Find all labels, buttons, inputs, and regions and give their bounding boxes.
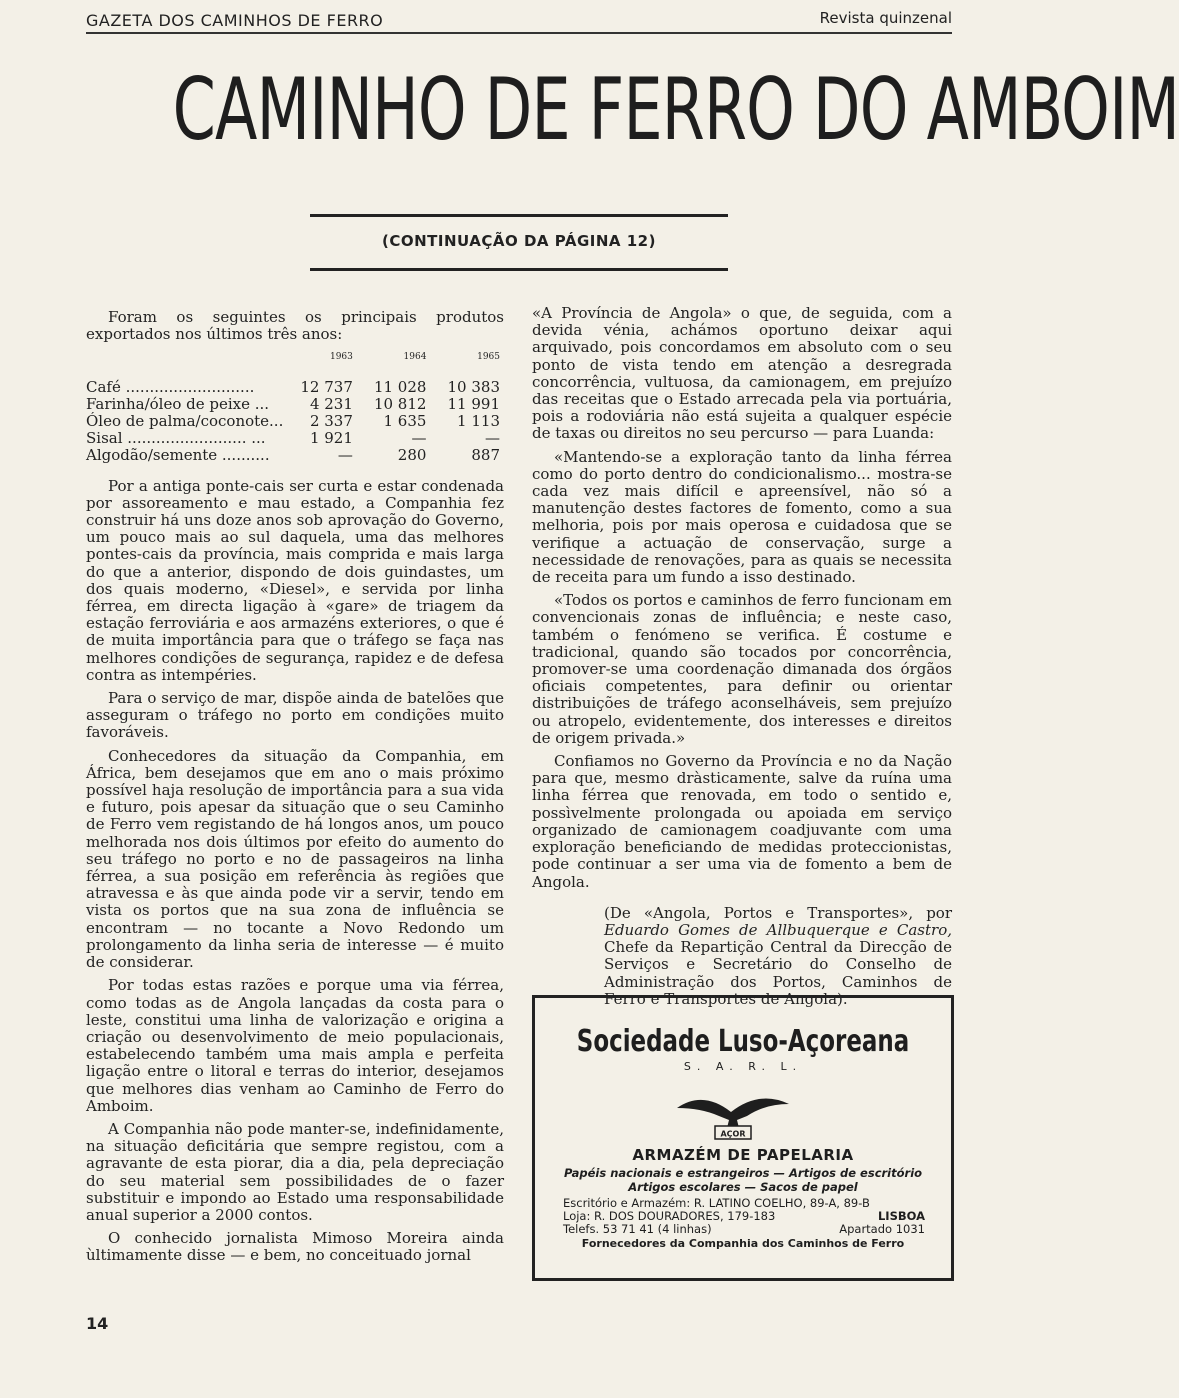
table-header-row [86,349,504,378]
export-value: 2 337 [309,411,353,430]
left-column [86,309,504,1271]
product-name: Farinha/óleo de peixe ... [86,394,270,413]
running-header [86,8,952,34]
article-title: CAMINHO DE FERRO DO AMBOIM [172,60,1179,160]
product-name: Óleo de palma/coconote... [86,411,284,430]
ad-shop-row [563,1209,925,1223]
table-row [86,413,504,430]
export-value: — [411,428,427,447]
export-value: 1 921 [309,428,353,447]
body-paragraph: O conhecido jornalista Mimoso Moreira ainda ùltimamente disse — e bem, no conceituado jornal [86,1229,504,1265]
year-header: 1964 [403,352,427,363]
product-name: Algodão/semente .......... [86,445,270,464]
ad-shop-address: Loja: R. DOS DOURADORES, 179-183 [563,1209,776,1223]
journal-frequency: Revista quinzenal [819,9,952,27]
ad-office-address: Escritório e Armazém: R. LATINO COELHO, 89-A, 89-B [563,1196,870,1210]
export-value: 4 231 [309,394,353,413]
ad-footer: Fornecedores da Companhia dos Caminhos de Ferro [581,1237,905,1250]
source-citation-pre: (De «Angola, Portos e Transportes», por [604,903,952,922]
export-value: 12 737 [300,377,353,396]
export-value: 11 028 [373,377,427,396]
year-header: 1963 [329,352,353,363]
title-rule-bottom [310,268,728,271]
body-paragraph: Conhecedores da situação da Companhia, em África, bem desejamos que em ano o mais próximo possível haja resolução de importância para a sua vida e futuro, pois apesar da situação que o seu Caminho de Ferro vem registando de há longos anos, um pouco melhorada nos dois últimos por efeito do aumento do seu tráfego no porto e no de passageiros na linha férrea, a sua posição em referência às regiões que atravessa e às que ainda pode vir a servir, tendo em vista os portos que na sua zona de influência se encontram — no tocante a Novo Redondo um prolongamento da linha seria de interesse — é muito de considerar. [86,746,504,972]
export-value: 10 383 [447,377,500,396]
source-citation [604,905,952,1008]
advertisement [532,995,954,1281]
ad-phone: Telefs. 53 71 41 (4 linhas) [563,1222,712,1236]
export-value: 1 113 [457,411,500,430]
table-row [86,447,504,464]
table-row [86,396,504,413]
body-paragraph: «A Província de Angola» o que, de seguida, com a devida vénia, achámos oportuno deixar aqui arquivado, pois concordamos em absoluto com o seu ponto de vista tendo em atenção a desregrada concorrência, vultuosa, da camionagem, em prejuízo das receitas que o Estado arrecada pela via portuária, pois a rodoviária não está sujeita a qualquer espécie de taxas ou direitos no seu percurso — para Luanda: [532,304,952,443]
body-paragraph: Por todas estas razões e porque uma via férrea, como todas as de Angola lançadas da costa para o leste, constitui uma linha de valorização e origina a criação ou desenvolvimento de meio populacionais, estabelecendo também uma mais ampla e perfeita ligação entre o litoral e terras do interior, desejamos que melhores dias venham ao Caminho de Ferro do Amboim. [86,976,504,1115]
export-value: 280 [397,445,427,464]
intro-paragraph: Foram os seguintes os principais produtos exportados nos últimos três anos: [86,308,504,344]
ad-products-line: Papéis nacionais e estrangeiros — Artigos de escritório [563,1166,923,1180]
product-name: Sisal ......................... ... [86,428,266,447]
ad-products-line: Artigos escolares — Sacos de papel [628,1180,858,1194]
article-subtitle: (CONTINUAÇÃO DA PÁGINA 12) [382,232,656,250]
product-name: Café ........................... [86,377,255,396]
export-value: 887 [471,445,500,464]
ad-contact-row [563,1222,925,1236]
right-column [532,305,952,1008]
ad-heading: ARMAZÉM DE PAPELARIA [632,1146,854,1164]
year-header: 1965 [477,352,500,363]
export-value: 1 635 [383,411,427,430]
ad-city: LISBOA [877,1209,925,1223]
export-value: 11 991 [447,394,500,413]
export-value: — [485,428,500,447]
ad-po-box: Apartado 1031 [839,1222,925,1236]
logo-text: AÇOR [720,1129,746,1139]
ad-company-name: Sociedade Luso-Açoreana [576,1024,910,1059]
export-value: — [337,445,353,464]
quoted-paragraph: «Todos os portos e caminhos de ferro funcionam em convencionais zonas de influência; e neste caso, também o fenómeno se verifica. É costume e tradicional, quando são tocados por concorrência, promover-se uma coordenação dimanada dos órgãos oficiais competentes, para definir ou orientar distribuições de tráfego aconselháveis, sem prejuízo ou atropelo, evidentemente, dos interesses e direitos de origem privada.» [532,591,952,747]
eagle-logo-icon [673,1086,793,1146]
page-number: 14 [86,1314,109,1333]
table-row [86,379,504,396]
body-paragraph: Para o serviço de mar, dispõe ainda de batelões que asseguram o tráfego no porto em condições muito favoráveis. [86,689,504,742]
body-paragraph: Confiamos no Governo da Província e no da Nação para que, mesmo dràsticamente, salve da ruína uma linha férrea que renovada, em todo o sentido e, possìvelmente prolongada ou apoiada em serviço organizado de camionagem coadjuvante com uma exploração beneficiando de medidas proteccionistas, pode continuar a ser uma via de fomento a bem de Angola. [532,752,952,891]
table-row [86,430,504,447]
journal-name: GAZETA DOS CAMINHOS DE FERRO [86,11,384,30]
source-author: Eduardo Gomes de Allbuquerque e Castro, [604,920,952,939]
body-paragraph: A Companhia não pode manter-se, indefinidamente, na situação deficitária que sempre registou, com a agravante de esta piorar, dia a dia, pela depreciação do seu material sem possibilidades de o fazer substituir e impondo ao Estado uma responsabilidade anual superior a 2000 contos. [86,1119,504,1224]
exports-table [86,349,504,463]
ad-company-type: S. A. R. L. [683,1060,803,1073]
export-value: 10 812 [373,394,427,413]
body-paragraph: Por a antiga ponte-cais ser curta e estar condenada por assoreamento e mau estado, a Companhia fez construir há uns doze anos sob aprovação do Governo, um pouco mais ao sul daquela, uma das melhores pontes-cais da província, mais comprida e mais larga do que a anterior, dispondo de dois guindastes, um dos quais moderno, «Diesel», e servida por linha férrea, em directa ligação à «gare» de triagem da estação ferroviária e aos armazéns exteriores, o que é de muita importância para que o tráfego se faça nas melhores condições de segurança, rapidez e de defesa contra as intempéries. [86,476,504,684]
source-citation-post: Chefe da Repartição Central da Direcção de Serviços e Secretário do Conselho de Administração dos Portos, Caminhos de Ferro e Transportes de Angola). [604,938,952,1008]
title-rule-top [310,214,728,217]
quoted-paragraph: «Mantendo-se a exploração tanto da linha férrea como do porto dentro do condicionalismo... mostra-se cada vez mais difícil e apreensível, não só a manutenção destes factores de fomento, como a sua melhoria, pois por mais operosa e cuidadosa que se verifique a actuação de conservação, surge a necessidade de renovações, para as quais se necessita de receita para um fundo a isso destinado. [532,447,952,587]
